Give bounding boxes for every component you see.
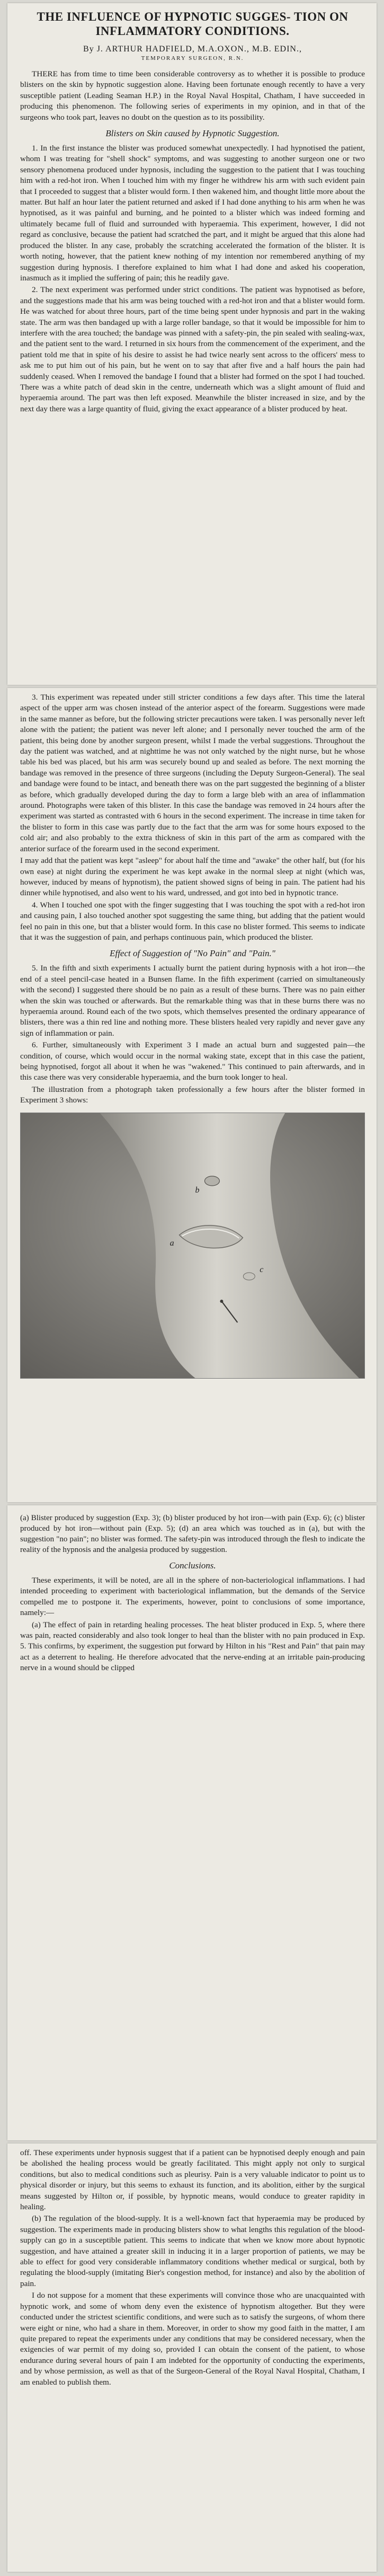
section-heading-pain: Effect of Suggestion of "No Pain" and "Pain." [110,948,275,959]
experiment-6-paragraph: 6. Further, simultaneously with Experiment 3 I made an actual burn and suggested pain—the condition, of course, which would occur in the normal waking state, except that in this case the patient, being hypnotised, forgot all about it when he was "wakened." This continued to pain afterwards, and in this case there was very considerable hyperaemia, and the burn took longer to heal. [20,1040,365,1082]
conclusions-paragraph-1: These experiments, it will be noted, are all in the sphere of non-bacteriological inflammations. I had intended proceeding to experiment with bacteriological inflammation, but the demands of the Service compelled me to postpone it. The experiments, however, point to conclusions of some importance, namely:— [20,1576,365,1618]
safety-pin-head [220,1300,223,1303]
experiment-1-paragraph: 1. In the first instance the blister was produced somewhat unexpectedly. I had hypnotised the patient, whom I was treating for "shell shock" symptoms, and was suggesting to another surgeon one or two sensory phenomena produced under hypnosis, including the suggestion to the patient that I was touching him with a red-hot iron. When I touched him with my finger he withdrew his arm with such evident pain that I proceeded to suggest that a blister would form. I then wakened him, and thought little more about the matter. But half an hour later the patient returned and asked if I had done anything to his arm when he was hypnotised, as it was painful and burning, and he pointed to a blister which was indeed forming and ultimately became full of fluid and surrounded with hyperaemia. This experiment, however, I did not regard as conclusive, because the patient had scratched the part, and it might be argued that this alone had produced the blister. In any case, probably the scratching accelerated the formation of the blister. It is worth noting, however, that the patient knew nothing of my intention nor remembered anything of my suggestion during hypnosis. I therefore explained to him what I had done and asked his cooperation, inasmuch as it implied the suffering of pain; this he readily gave. [20,144,365,283]
experiment-4-paragraph: 4. When I touched one spot with the finger suggesting that I was touching the spot with a red-hot iron and causing pain, I also touched another spot suggesting the same thing, but adding that the patient would feel no pain in this one, but that a blister would form. In this case no blister formed. This seems to indicate that it was the suggestion of pain, and perhaps continuous pain, which produced the blister. [20,900,365,942]
blister-b-mark [204,1176,219,1186]
article-column-part-2 [7,688,377,1502]
conclusions-paragraph-2: (a) The effect of pain in retarding healing processes. The heat blister produced in Exp. 5, where there was pain, reacted considerably and also took longer to heal than the blister with no pain produced in Exp. 5. This confirms, by experiment, the suggestion put forward by Hilton in his "Rest and Pain" that pain may act as a deterrent to healing. He therefore advocated that the nerve-ending at an irritable pain-producing nerve in a wound should be clipped [20,1620,365,1673]
label-b: b [195,1185,200,1195]
conclusions-paragraph-5: I do not suppose for a moment that these experiments will convince those who are unacquainted with hypnotic work, and some of whom deny even the existence of hypnotism altogether. But they were conducted under the strictest scientific conditions, and were such as to satisfy the surgeons, of whom there were eight or nine, who had a share in them. Moreover, in order to show my good faith in the matter, I am quite prepared to repeat the experiments under any conditions that may be considered necessary, when the exigencies of war permit of my doing so, provided I can obtain the consent of the patient, to whose endurance during several hours of pain I am indebted for the opportunity of conducting the experiments, and by whose permission, as well as that of the Surgeon-General of the Royal Naval Hospital, Chatham, I am enabled to publish them. [20,2291,365,2387]
intro-paragraph: THERE has from time to time been considerable controversy as to whether it is possible to produce blisters on the skin by hypnotic suggestion alone. Having been fortunate enough recently to have a very susceptible patient (Leading Seaman H.P.) in the Royal Naval Hospital, Chatham, I have succeeded in producing this phenomenon. The following series of experiments in my opinion, and in that of the surgeons who took part, leaves no doubt on the question as to its possibility. [20,69,365,122]
article-title: THE INFLUENCE OF HYPNOTIC SUGGES- TION ON INFLAMMATORY CONDITIONS. [37,10,349,38]
experiment-2-paragraph: 2. The next experiment was performed under strict conditions. The patient was hypnotised as before, and the suggestions made that his arm was being touched with a red-hot iron and that a blister would form. He was watched for about three hours, part of the time being spent under hypnosis and part in the waking state. The arm was then bandaged up with a large roller bandage, so that it would be impossible for him to interfere with the area touched; the bandage was pinned with a safety-pin, the pin sealed with sealing-wax, and the patient sent to the ward. I returned in six hours from the commencement of the experiment, and the patient told me that in spite of his desire to assist he had twice nearly sent across to the officers' mess to ask me to put him out of his pain, but he went on to say that after five and a half hours the pain had suddenly ceased. When I removed the bandage I found that a blister had formed on the spot I had touched. There was a white patch of dead skin in the centre, underneath which was a slight amount of fluid and hyperaemia around. The part was then left exposed. Meanwhile the blister increased in size, and by the next day there was a large quantity of fluid, giving the exact appearance of a blister produced by heat. [20,285,365,413]
author-byline: By J. ARTHUR HADFIELD, M.A.OXON., M.B. EDIN., [83,45,302,54]
conclusions-paragraph-3: off. These experiments under hypnosis suggest that if a patient can be hypnotised deeply enough and pain be abolished the healing process would be greatly facilitated. This might apply not only to surgical conditions, but also to medical conditions such as pleurisy. Pain is a very valuable indicator to point us to physical disorder or injury, but this seems to exhaust its function, and its abolition, either by the surgical means suggested by Hilton or, if possible, by hypnotic means, would conduce to greater rapidity in healing. [20,2148,365,2212]
section-heading-blisters: Blisters on Skin caused by Hypnotic Suggestion. [105,128,280,139]
illustration-intro-paragraph: The illustration from a photograph taken professionally a few hours after the blister formed in Experiment 3 shows: [20,1084,365,1105]
blister-photograph [20,1113,365,1379]
label-c: c [260,1265,264,1274]
section-heading-conclusions: Conclusions. [169,1560,216,1571]
author-rank: TEMPORARY SURGEON, R.N. [141,55,244,61]
figure-caption: (a) Blister produced by suggestion (Exp. 3); (b) blister produced by hot iron—with pain (Exp. 6); (c) blister produced by hot iron—without pain (Exp. 5); (d) an area which was touched as in (a), but with the suggestion "no pain"; no blister was formed. The safety-pin was introduced through the flesh to indicate the reality of the hypnosis and the analgesia produced by suggestion. [20,1514,365,1554]
article-column-part-3 [7,1505,377,2140]
experiment-3-paragraph: 3. This experiment was repeated under still stricter conditions a few days after. This time the lateral aspect of the upper arm was chosen instead of the anterior aspect of the forearm. Suggestions were made in the same manner as before, but the following stricter precautions were taken. I was personally never left alone with the patient; the patient was never left alone; and I personally never touched the arm of the patient, this being done by another surgeon present, whilst I made the verbal suggestions. Throughout the day the patient was watched, and at nighttime he was not only watched by the night nurse, but he whose table his bed was placed, but his arm was securely bound up and sealed as before. The next morning the bandage was removed in the presence of three surgeons (including the Deputy Surgeon-General). The seal and bandage were found to be intact, and beneath there was on the part suggested the beginning of a blister as before, which gradually developed during the day to form a large bleb with an area of inflammation around. Photographs were taken of this blister. In this case the bandage was removed in 24 hours after the experiment was started as contrasted with 6 hours in the second experiment. The increase in time taken for the blister to form in this case was partly due to the fact that the arm was for some hours exposed to the cold air; and also probably to the extra thickness of skin in this part of the arm as compared with the anterior surface of the forearm used in the second experiment. [20,693,365,853]
article-column-part-4 [7,2143,377,2572]
article-column-part-1 [7,3,377,685]
blister-c-mark [243,1273,255,1280]
label-a: a [169,1238,174,1248]
experiment-5-paragraph: 5. In the fifth and sixth experiments I actually burnt the patient during hypnosis with a hot iron—the end of a steel pencil-case heated in a Bunsen flame. In the fifth experiment (carried on simultaneously with the second) I suggested there should be no pain as a result of these burns. There was no pain either when the skin was touched or afterwards. But the remarkable thing was that in these burns there was no hyperaemia around. Round each of the two spots, which themselves presented the ordinary appearance of blisters, there was a thin red line and nothing more. These blisters healed very rapidly and never gave any sign of inflammation or pain. [20,964,365,1038]
conclusions-paragraph-4: (b) The regulation of the blood-supply. It is a well-known fact that hyperaemia may be produced by suggestion. The experiments made in producing blisters show to what lengths this regulation of the blood-supply can go in a susceptible patient. This seems to indicate that when we know more about hypnotic suggestion, and have attained a greater skill in inducing it in a larger proportion of patients, we may be able to effect for good very considerable inflammatory conditions whether medical or surgical, both by regulating the blood-supply (imitating Bier's congestion method, for instance) and also by the abolition of pain. [20,2214,365,2288]
experiment-3-note-paragraph: I may add that the patient was kept "asleep" for about half the time and "awake" the other half, but (for his own ease) at night during the experiment he was kept awake in the normal sleep at night (which was, however, induced by means of hypnotism), the patient showed signs of being in pain. The patient had his dinner while hypnotised, and also went to his ward, undressed, and got into bed in hypnotic trance. [20,856,365,898]
arm-photograph-illustration [21,1113,364,1378]
